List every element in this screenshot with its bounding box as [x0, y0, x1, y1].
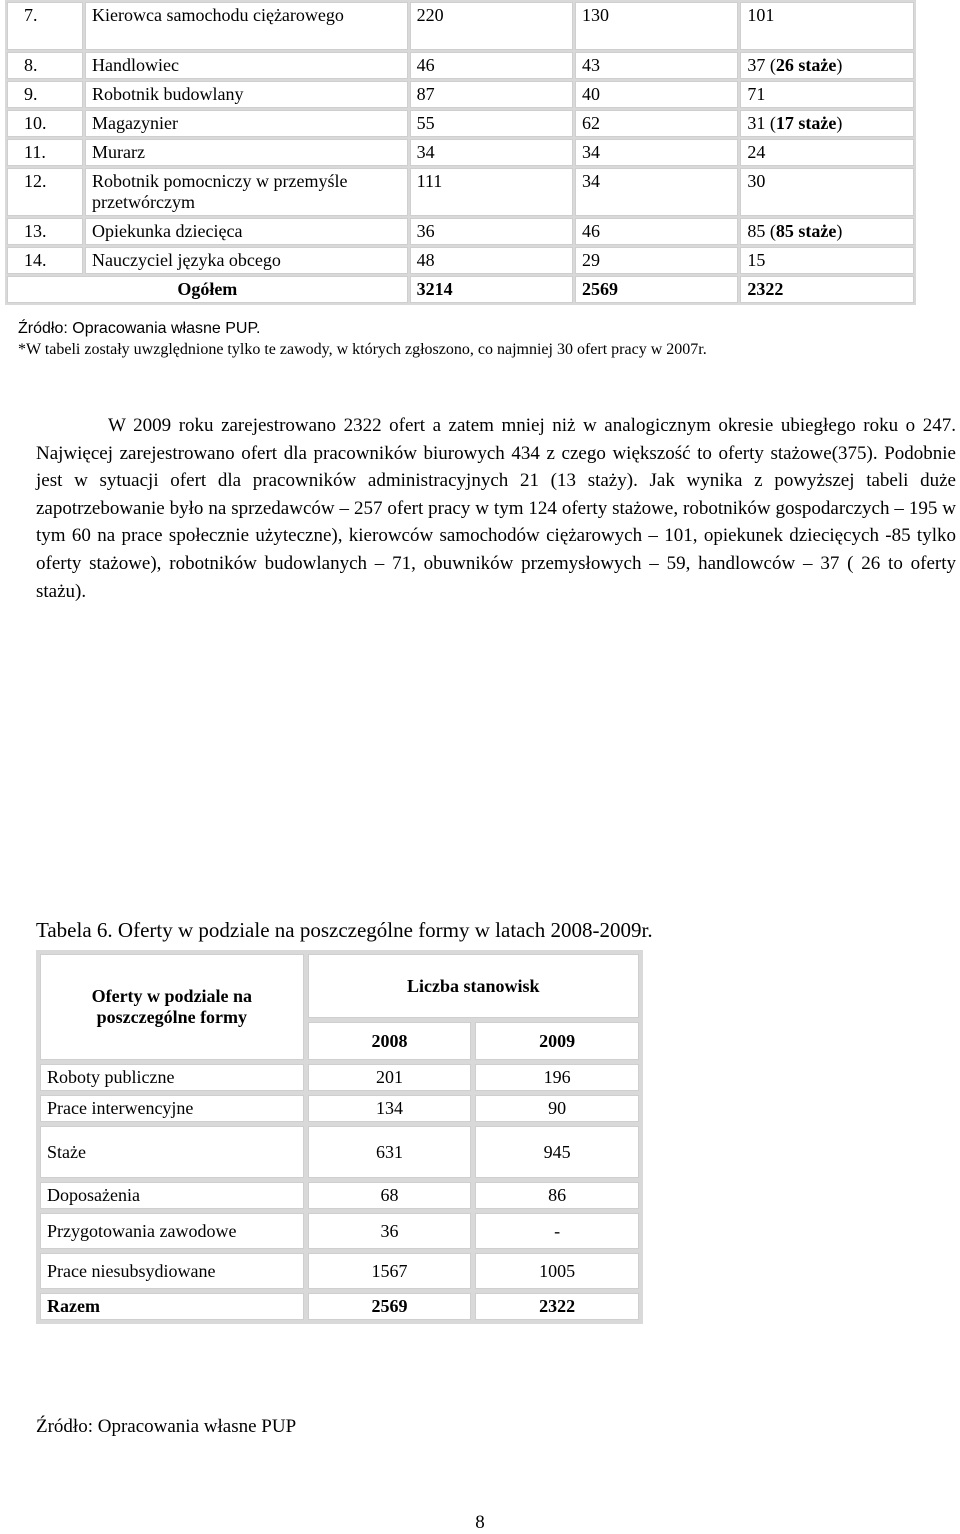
table-row — [40, 1095, 639, 1122]
row-number: 14. — [7, 247, 83, 274]
value-col3-main: 37 ( — [747, 55, 776, 75]
occupation-name: Robotnik pomocniczy w przemyśle przetwórczym — [85, 168, 408, 216]
internships-count: 85 staże — [775, 221, 837, 241]
occupations-table — [5, 0, 916, 305]
value-2008: 1567 — [308, 1253, 472, 1289]
value-2009: 86 — [475, 1182, 639, 1209]
table-row — [7, 2, 914, 50]
table-row — [7, 110, 914, 137]
t6-header-forms: Oferty w podziale na poszczególne formy — [40, 954, 304, 1060]
body-paragraph — [36, 412, 956, 605]
internships-count: 26 staże — [775, 55, 837, 75]
form-label: Doposażenia — [40, 1182, 304, 1209]
table-row — [7, 247, 914, 274]
value-col3-main: 85 ( — [747, 221, 776, 241]
table-row — [7, 139, 914, 166]
occupation-name: Murarz — [85, 139, 408, 166]
body-paragraph-text: W 2009 roku zarejestrowano 2322 ofert a zatem mniej niż w analogicznym okresie ubiegłego roku o 247. Najwięcej zarejestrowano ofert dla pracowników biurowych 434 z czego większość to oferty stażowe(375). Podobnie jest w sytuacji ofert dla pracowników administracyjnych 21 (13 staży). Jak wynika z powyższej tabeli duże zapotrzebowanie było na sprzedawców – 257 ofert pracy w tym 124 oferty stażowe, robotników gospodarczych – 195 w tym 60 na prace społecznie użyteczne), kierowców samochodów ciężarowych – 101, opiekunek dziecięcych -85 tylko oferty stażowe), robotników budowlanych – 71, obuwników przemysłowych – 59, handlowców – 37 ( 26 to oferty stażu). — [36, 415, 956, 602]
total-v2: 2569 — [575, 276, 738, 303]
value-col2: 34 — [575, 168, 738, 216]
table6-source: Źródło: Opracowania własne PUP — [36, 1416, 297, 1437]
value-2008: 201 — [308, 1064, 472, 1091]
occupation-name: Opiekunka dziecięca — [85, 218, 408, 245]
table-row — [40, 1182, 639, 1209]
form-label: Staże — [40, 1126, 304, 1178]
total-label: Ogółem — [7, 276, 408, 303]
value-2009: 196 — [475, 1064, 639, 1091]
page-number: 8 — [475, 1512, 485, 1533]
value-col3-close: ) — [836, 221, 843, 241]
total-v3: 2322 — [740, 276, 914, 303]
t6-header-year-2009: 2009 — [475, 1022, 639, 1060]
table-row — [40, 1253, 639, 1289]
value-2008: 134 — [308, 1095, 472, 1122]
value-col1: 46 — [410, 52, 573, 79]
value-col2: 29 — [575, 247, 738, 274]
value-col3-main: 101 — [747, 5, 775, 25]
occupation-name: Magazynier — [85, 110, 408, 137]
table6-caption: Tabela 6. Oferty w podziale na poszczególne formy w latach 2008-2009r. — [36, 918, 653, 942]
value-col1: 48 — [410, 247, 573, 274]
table-row — [40, 1213, 639, 1249]
value-col2: 40 — [575, 81, 738, 108]
value-2008: 68 — [308, 1182, 472, 1209]
value-2008: 36 — [308, 1213, 472, 1249]
table-row — [7, 168, 914, 216]
form-label: Prace interwencyjne — [40, 1095, 304, 1122]
value-col3 — [740, 247, 914, 274]
value-col3 — [740, 81, 914, 108]
value-2009: - — [475, 1213, 639, 1249]
table1-source: Źródło: Opracowania własne PUP. — [18, 320, 261, 337]
value-col3 — [740, 218, 914, 245]
value-2008: 631 — [308, 1126, 472, 1178]
occupation-name: Kierowca samochodu ciężarowego — [85, 2, 408, 50]
value-col2: 62 — [575, 110, 738, 137]
total-2009: 2322 — [475, 1293, 639, 1320]
total-2008: 2569 — [308, 1293, 472, 1320]
row-number: 11. — [7, 139, 83, 166]
value-col3-main: 15 — [747, 250, 766, 270]
value-2009: 945 — [475, 1126, 639, 1178]
occupation-name: Nauczyciel języka obcego — [85, 247, 408, 274]
row-number: 13. — [7, 218, 83, 245]
value-col3-main: 71 — [747, 84, 766, 104]
value-col3 — [740, 2, 914, 50]
t6-header-group: Liczba stanowisk — [308, 954, 639, 1018]
value-col3 — [740, 139, 914, 166]
table-row — [40, 1064, 639, 1091]
row-number: 8. — [7, 52, 83, 79]
value-col1: 220 — [410, 2, 573, 50]
value-col1: 55 — [410, 110, 573, 137]
table-row — [40, 1126, 639, 1178]
table-row — [7, 52, 914, 79]
value-col3-main: 30 — [747, 171, 766, 191]
value-col1: 36 — [410, 218, 573, 245]
table-total-row — [7, 276, 914, 303]
row-number: 9. — [7, 81, 83, 108]
t6-header-year-2008: 2008 — [308, 1022, 472, 1060]
value-col3-close: ) — [836, 113, 843, 133]
table-row — [7, 218, 914, 245]
total-label: Razem — [40, 1293, 304, 1320]
row-number: 12. — [7, 168, 83, 216]
form-label: Przygotowania zawodowe — [40, 1213, 304, 1249]
internships-count: 17 staże — [775, 113, 837, 133]
offers-forms-table — [36, 950, 643, 1324]
occupation-name: Handlowiec — [85, 52, 408, 79]
value-col1: 34 — [410, 139, 573, 166]
form-label: Prace niesubsydiowane — [40, 1253, 304, 1289]
value-col3-main: 31 ( — [747, 113, 776, 133]
value-col3 — [740, 52, 914, 79]
value-col3 — [740, 110, 914, 137]
value-2009: 90 — [475, 1095, 639, 1122]
value-col2: 43 — [575, 52, 738, 79]
value-col3-main: 24 — [747, 142, 766, 162]
value-col2: 46 — [575, 218, 738, 245]
table-total-row — [40, 1293, 639, 1320]
occupation-name: Robotnik budowlany — [85, 81, 408, 108]
form-label: Roboty publiczne — [40, 1064, 304, 1091]
value-col2: 130 — [575, 2, 738, 50]
value-col1: 87 — [410, 81, 573, 108]
value-col3 — [740, 168, 914, 216]
table1-note: *W tabeli zostały uwzględnione tylko te zawody, w których zgłoszono, co najmniej 30 ofert pracy w 2007r. — [18, 341, 707, 358]
row-number: 7. — [7, 2, 83, 50]
row-number: 10. — [7, 110, 83, 137]
value-col2: 34 — [575, 139, 738, 166]
value-col1: 111 — [410, 168, 573, 216]
table-row — [7, 81, 914, 108]
value-col3-close: ) — [836, 55, 843, 75]
total-v1: 3214 — [410, 276, 573, 303]
value-2009: 1005 — [475, 1253, 639, 1289]
